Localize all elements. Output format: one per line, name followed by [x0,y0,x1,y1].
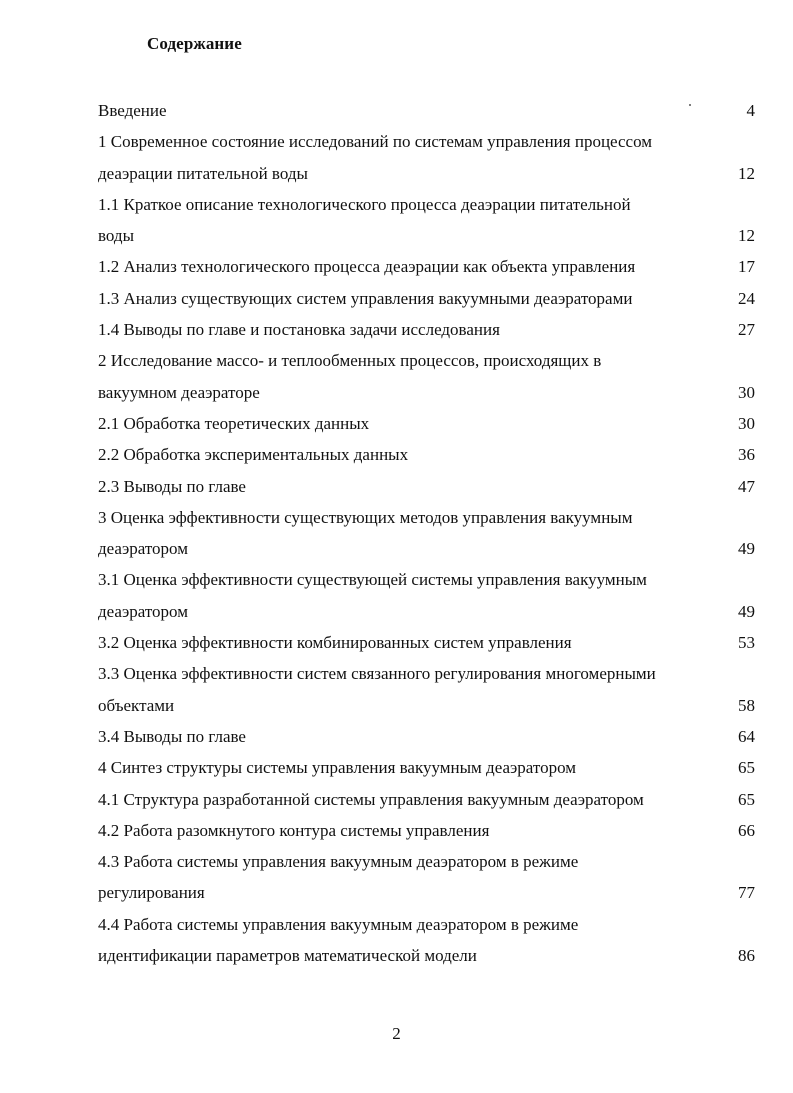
toc-entry-page: 65 [738,758,755,778]
toc-entry-page: 30 [738,413,755,433]
toc-entry-title-line: 1.4 Выводы по главе и постановка задачи исследования [98,320,500,340]
toc-entry [98,345,758,408]
toc-entry-page: 53 [738,633,755,653]
toc-entry [98,314,758,345]
table-of-contents [98,95,758,971]
toc-entry-title-line: 4.3 Работа системы управления вакуумным деаэратором в режиме [98,852,579,872]
toc-entry [98,408,758,439]
toc-entry [98,502,758,565]
toc-entry-page: 58 [738,695,755,715]
toc-entry [98,752,758,783]
toc-entry [98,189,758,252]
toc-entry [98,439,758,470]
toc-entry [98,564,758,627]
toc-entry [98,846,758,909]
toc-entry-page: 47 [738,476,755,496]
toc-entry-title-line: регулирования [98,883,205,903]
toc-entry-title-line: 2.3 Выводы по главе [98,476,246,496]
toc-entry-title-line: 4.4 Работа системы управления вакуумным деаэратором в режиме [98,914,579,934]
page-title: Содержание [147,34,242,53]
toc-entry [98,126,758,189]
toc-entry-page: 65 [738,789,755,809]
toc-entry-title-line: 1 Современное состояние исследований по системам управления процессом [98,132,653,152]
toc-entry-title-line: Введение [98,101,167,120]
toc-entry-title-line: 1.2 Анализ технологического процесса деаэрации как объекта управления [98,257,636,277]
toc-entry [98,95,758,126]
toc-entry-title-line: 4 Синтез структуры системы управления вакуумным деаэратором [98,758,577,778]
toc-entry-page: 64 [738,726,755,746]
toc-entry-title-line: 1.3 Анализ существующих систем управления вакуумными деаэраторами [98,288,633,308]
toc-entry-title-line: 4.2 Работа разомкнутого контура системы управления [98,820,490,840]
toc-entry-title-line: 1.1 Краткое описание технологического процесса деаэрации питательной [98,194,631,214]
toc-entry-title-line: 3.4 Выводы по главе [98,726,246,746]
toc-entry-title-line: воды [98,226,134,246]
page-number: 2 [392,1024,401,1043]
toc-entry [98,815,758,846]
toc-entry-page: 66 [738,820,755,840]
toc-entry-title-line: деаэрации питательной воды [98,163,308,183]
toc-entry-title-line: 3.1 Оценка эффективности существующей системы управления вакуумным [98,570,647,590]
toc-entry-title-line: идентификации параметров математической модели [98,946,477,966]
toc-entry-page: 36 [738,445,755,465]
toc-entry [98,909,758,972]
toc-entry-page: 49 [738,539,755,559]
toc-entry-title-line: 3.3 Оценка эффективности систем связанного регулирования многомерными [98,664,656,684]
toc-entry [98,251,758,282]
toc-entry-title-line: 2.2 Обработка экспериментальных данных [98,445,409,465]
toc-entry [98,658,758,721]
toc-entry-page: 4 [746,101,755,120]
toc-entry-title-line: 2.1 Обработка теоретических данных [98,413,370,433]
toc-entry-title-line: 3.2 Оценка эффективности комбинированных систем управления [98,633,572,653]
toc-entry-page: 17 [738,257,755,277]
toc-entry-page: 24 [738,288,755,308]
toc-entry-page: 77 [738,883,755,903]
toc-entry [98,627,758,658]
toc-entry-title-line: 3 Оценка эффективности существующих методов управления вакуумным [98,507,633,527]
toc-entry-title-line: вакуумном деаэраторе [98,382,260,402]
toc-entry-title-line: объектами [98,695,175,715]
toc-entry-page: 27 [738,320,755,340]
toc-entry-page: 12 [738,226,755,246]
toc-entry-title-line: 4.1 Структура разработанной системы управления вакуумным деаэратором [98,789,644,809]
toc-entry [98,471,758,502]
toc-entry-page: 12 [738,163,755,183]
toc-entry-page: 86 [738,946,755,966]
toc-entry-page: 49 [738,601,755,621]
toc-entry [98,721,758,752]
toc-entry-title-line: деаэратором [98,601,188,621]
toc-entry-page: 30 [738,382,755,402]
toc-entry [98,283,758,314]
toc-entry-title-line: деаэратором [98,539,188,559]
toc-entry-title-line: 2 Исследование массо- и теплообменных процессов, происходящих в [98,351,602,371]
toc-entry [98,784,758,815]
